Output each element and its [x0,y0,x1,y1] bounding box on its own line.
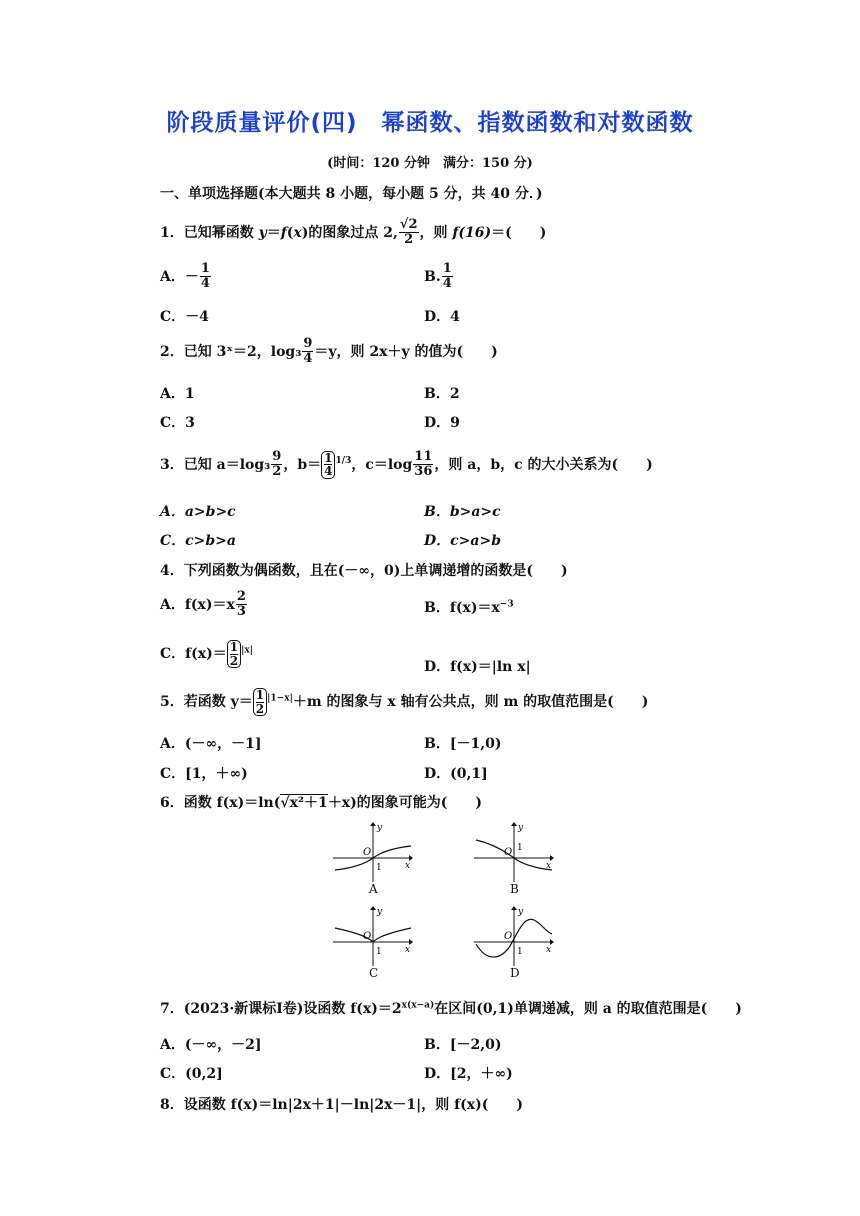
q1-option-a[interactable]: A．－ $\frac{1}{4}$ [160,261,210,292]
q7-option-d[interactable]: D．[2，＋∞) [424,1066,513,1082]
q7-option-c[interactable]: C．(0,2] [160,1066,223,1082]
q7-option-b[interactable]: B．[－2,0) [424,1037,502,1053]
q2-option-c[interactable]: C．3 [160,415,195,431]
exam-info: (时间：120 分钟 满分：150 分) [327,156,533,171]
question-4: 4．下列函数为偶函数，且在(－∞，0)上单调递增的函数是( ) [160,563,568,579]
q7-option-a[interactable]: A．(－∞，－2] [160,1037,262,1053]
graph-label-a: A [369,882,378,896]
graph-label-d: D [510,966,520,980]
q4-option-b[interactable]: B．$f(x)=x^{-3}$ [424,599,514,616]
svg-text:1: 1 [517,843,523,853]
svg-text:y: y [377,823,383,833]
question-7: 7．(2023·新课标Ⅰ卷)设函数 $f(x)=2^{x(x-a)}$在区间(0,1)单调递减，则 a 的取值范围是( ) [160,1000,742,1017]
graph-option-b[interactable] [474,822,554,882]
q3-option-a[interactable]: A．a>b>c [160,504,236,520]
graph-label-c: C [369,966,379,980]
q3-option-b[interactable]: B．b>a>c [424,504,501,520]
section-heading: 一、单项选择题(本大题共 8 小题，每小题 5 分，共 40 分．) [160,186,543,202]
svg-text:x: x [546,945,552,955]
svg-text:y: y [377,907,383,917]
q5-option-a[interactable]: A．(－∞，－1] [160,736,262,752]
question-6: 6．函数 f(x)＝ln(√x²＋1＋x)的图象可能为( ) [160,795,483,811]
question-1: 1．已知幂函数 y＝f(x)的图象过点 2, $\frac{√2}{2}$ ，则 f(16)＝( ) [160,217,547,248]
q4-option-d[interactable]: D．f(x)＝|ln x| [424,659,531,675]
svg-text:x: x [405,945,411,955]
graph-option-a[interactable] [333,822,413,882]
svg-text:O: O [504,847,513,858]
q2-option-d[interactable]: D．9 [424,415,460,431]
question-2: 2．已知 3ˣ＝2，log₃ $\frac{9}{4}$ ＝y，则 2x＋y 的值为( ) [160,336,498,367]
svg-text:O: O [363,847,372,858]
graph-option-c[interactable] [333,906,413,966]
svg-text:x: x [405,861,411,871]
svg-text:1: 1 [376,863,382,873]
q4-option-a[interactable]: A．f(x)＝x $\frac{2}{3}$ [160,589,246,620]
graph-option-d[interactable] [474,906,554,966]
q5-option-d[interactable]: D．(0,1] [424,766,488,782]
svg-text:y: y [518,823,524,833]
q1-option-c[interactable]: C．－4 [160,309,209,325]
svg-text:1: 1 [376,947,382,957]
question-8: 8．设函数 f(x)＝ln|2x＋1|－ln|2x－1|，则 f(x)( ) [160,1097,524,1113]
svg-text:1: 1 [517,947,523,957]
q3-option-c[interactable]: C．c>b>a [160,533,236,549]
svg-text:y: y [518,907,524,917]
graph-label-b: B [510,882,519,896]
q5-option-b[interactable]: B．[－1,0) [424,736,502,752]
page-title: 阶段质量评价(四) 幂函数、指数函数和对数函数 [166,110,694,136]
question-5: 5．若函数 y＝ $\frac{1}{2}^{|1-x|}+m$ 的图象与 x 轴有公共点，则 m 的取值范围是( ) [160,688,649,716]
q3-option-d[interactable]: D．c>a>b [424,533,501,549]
q2-option-a[interactable]: A．1 [160,386,195,402]
q5-option-c[interactable]: C．[1，＋∞) [160,766,248,782]
q2-option-b[interactable]: B．2 [424,386,460,402]
q1-option-b[interactable]: B. $\frac{1}{4}$ [424,261,452,292]
q1-option-d[interactable]: D．4 [424,309,460,325]
svg-text:O: O [363,931,372,942]
svg-text:x: x [546,861,552,871]
svg-text:O: O [504,931,513,942]
question-3: 3．已知 a＝log₃ $\frac{9}{2}$ ，b＝ $\frac{1}{4}^{1/3}$，c＝log $\frac{11}{36}$ ，则 a，b，c 的大小关系为( ) [160,449,653,480]
q4-option-c[interactable]: C．f(x)＝ $\frac{1}{2}^{|x|}$ [160,640,254,668]
